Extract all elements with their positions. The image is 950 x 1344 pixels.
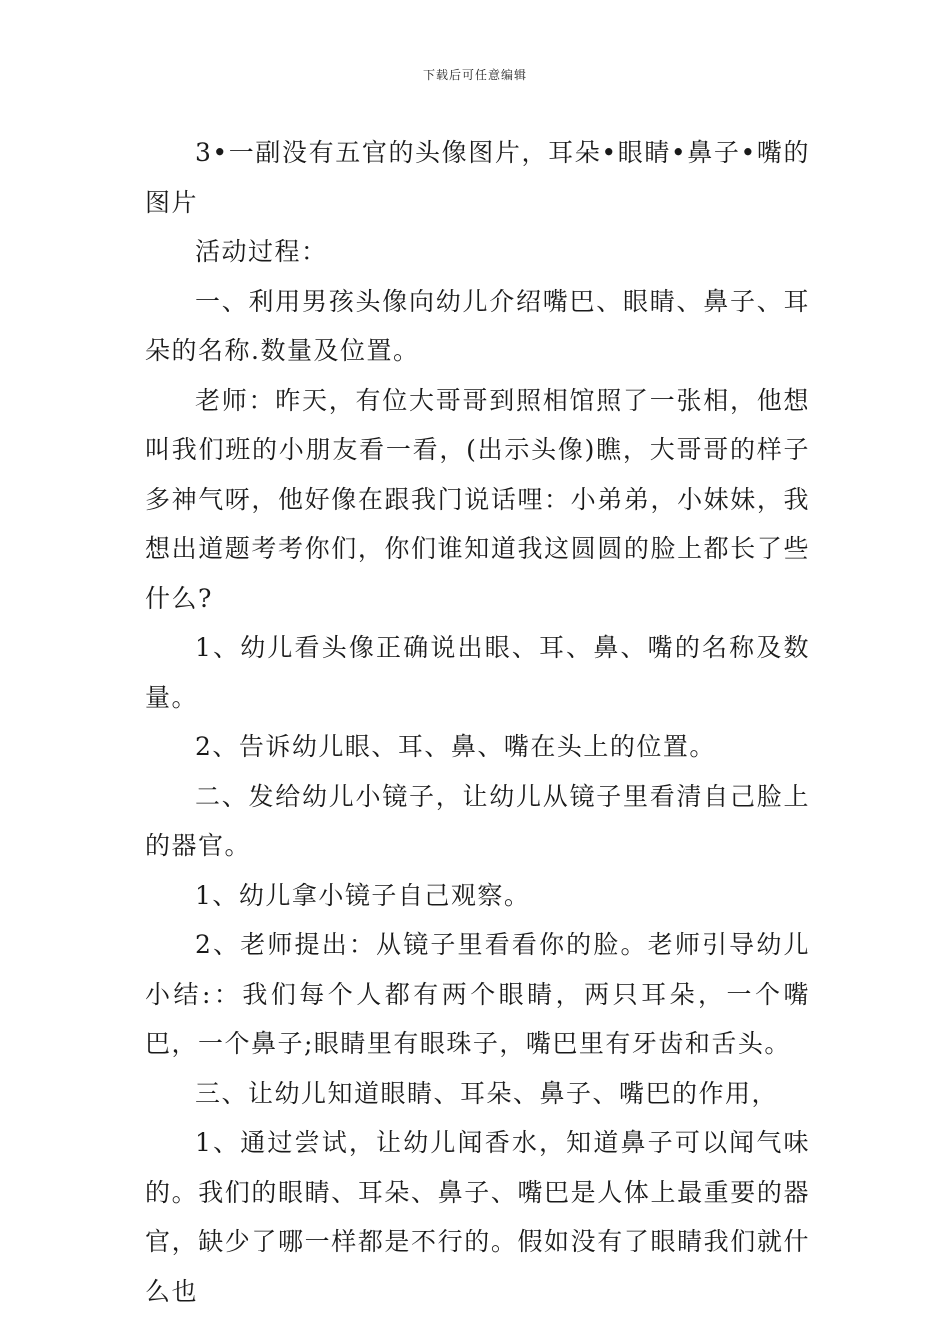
paragraph-process-title: 活动过程： [195, 237, 328, 266]
paragraph-item-1b: 1、幼儿拿小镜子自己观察。 [195, 880, 531, 910]
page-header: 下载后可任意编辑 [422, 68, 527, 82]
paragraph-teacher-intro: 老师：昨天，有位大哥哥到照相馆照了一张相，他想叫我们班的小朋友看一看，(出示头像)瞧，大哥哥的样子多神气呀，他好像在跟我门说话哩：小弟弟，小妹妹，我想出道题考考你们，你们谁知道我这圆圆的脸上都长了些什么? [145, 385, 810, 613]
document-body [145, 128, 810, 1316]
paragraph-materials: 3•一副没有五官的头像图片，耳朵•眼睛•鼻子•嘴的图片 [145, 138, 810, 217]
paragraph-item-2: 2、告诉幼儿眼、耳、鼻、嘴在头上的位置。 [195, 732, 716, 761]
paragraph-item-2b: 2、老师提出：从镜子里看看你的脸。老师引导幼儿小结:：我们每个人都有两个眼睛，两只耳朵，一个嘴巴，一个鼻子;眼睛里有眼珠子，嘴巴里有牙齿和舌头。 [145, 930, 810, 1058]
paragraph-step-three: 三、让幼儿知道眼睛、耳朵、鼻子、嘴巴的作用， [195, 1078, 779, 1108]
paragraph-item-1c: 1、通过尝试，让幼儿闻香水，知道鼻子可以闻气味的。我们的眼睛、耳朵、鼻子、嘴巴是人体上最重要的器官，缺少了哪一样都是不行的。假如没有了眼睛我们就什么也 [145, 1128, 810, 1306]
paragraph-step-two: 二、发给幼儿小镜子，让幼儿从镜子里看清自己脸上的器官。 [145, 781, 810, 860]
paragraph-step-one: 一、利用男孩头像向幼儿介绍嘴巴、眼睛、鼻子、耳朵的名称.数量及位置。 [145, 286, 810, 365]
paragraph-item-1: 1、幼儿看头像正确说出眼、耳、鼻、嘴的名称及数量。 [145, 633, 810, 712]
